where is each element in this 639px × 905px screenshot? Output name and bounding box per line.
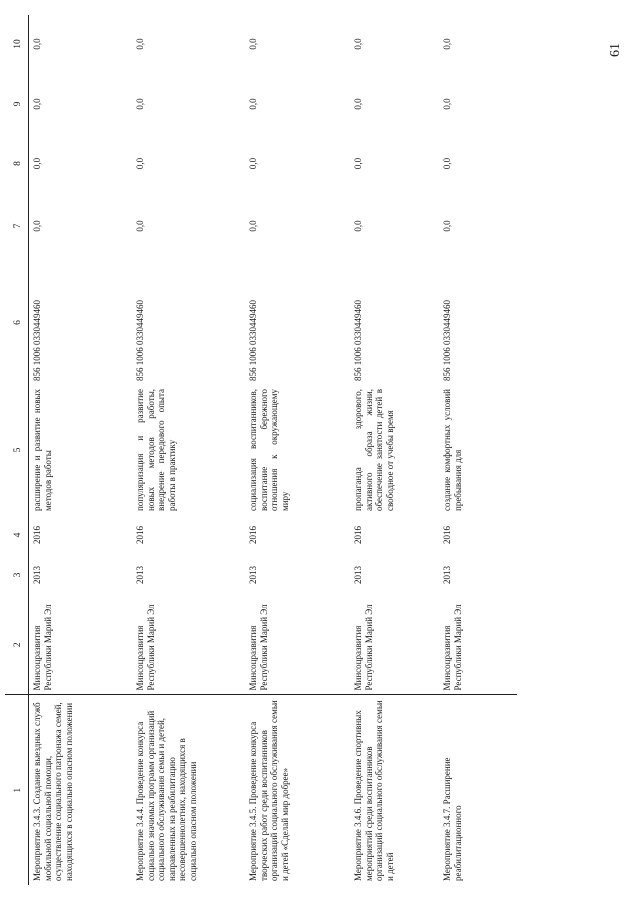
end-year: 2016 — [248, 526, 258, 544]
table-row — [132, 15, 245, 885]
col-header-2: 2 — [12, 642, 23, 648]
measure-name: Мероприятие 3.4.6. Проведение спортивных мероприятий среди воспитанников организаций социального обслуживания семьи и детей — [350, 695, 439, 885]
value-col-10: 0,0 — [442, 38, 452, 50]
expected-result: социализация воспитанников, воспитание бережного отношения к окружающему миру — [248, 389, 290, 511]
executor: Минсоцразвития Республики Марий Эл — [442, 604, 463, 691]
start-year: 2013 — [353, 566, 363, 584]
value-col-7: 0,0 — [442, 220, 452, 232]
expected-result: создание комфортных условий пребывания для — [442, 389, 463, 511]
budget-code: 856 1006 0330449460 — [442, 300, 452, 381]
expected-result: расширение и развитие новых методов работы — [32, 389, 53, 511]
end-year: 2016 — [135, 526, 145, 544]
col-header-9: 9 — [12, 101, 23, 107]
start-year: 2013 — [442, 566, 452, 584]
value-col-9: 0,0 — [353, 98, 363, 110]
value-col-8: 0,0 — [135, 157, 145, 170]
value-col-8: 0,0 — [442, 157, 452, 170]
value-col-9: 0,0 — [32, 98, 42, 110]
value-col-10: 0,0 — [32, 38, 42, 50]
value-col-10: 0,0 — [135, 38, 145, 50]
budget-code: 856 1006 0330449460 — [135, 300, 145, 381]
expected-result: популяризация и развитие новых методов работы, внедрение передового опыта работы в практику — [135, 389, 177, 511]
budget-code: 856 1006 0330449460 — [353, 300, 363, 381]
program-measures-table — [5, 15, 517, 885]
executor: Минсоцразвития Республики Марий Эл — [32, 604, 53, 691]
value-col-10: 0,0 — [353, 38, 363, 50]
value-col-7: 0,0 — [248, 220, 258, 232]
value-col-9: 0,0 — [135, 98, 145, 110]
table-row — [350, 15, 439, 885]
end-year: 2016 — [442, 526, 452, 544]
executor: Минсоцразвития Республики Марий Эл — [353, 604, 374, 691]
measure-name: Мероприятие 3.4.7. Расширение реабилитационного — [439, 695, 517, 885]
value-col-8: 0,0 — [248, 157, 258, 170]
budget-code: 856 1006 0330449460 — [32, 300, 42, 381]
budget-code: 856 1006 0330449460 — [248, 300, 258, 381]
value-col-9: 0,0 — [442, 98, 452, 110]
col-header-8: 8 — [12, 161, 23, 166]
col-header-1: 1 — [5, 695, 29, 885]
start-year: 2013 — [248, 566, 258, 584]
start-year: 2013 — [135, 566, 145, 584]
page-number: 61 — [608, 43, 623, 57]
value-col-7: 0,0 — [135, 220, 145, 232]
table-row — [439, 15, 517, 885]
value-col-7: 0,0 — [32, 220, 42, 232]
col-header-5: 5 — [12, 447, 23, 453]
value-col-7: 0,0 — [353, 220, 363, 232]
end-year: 2016 — [32, 526, 42, 544]
col-header-6: 6 — [12, 320, 23, 325]
table-header-row — [5, 15, 29, 885]
col-header-3: 3 — [12, 572, 23, 578]
end-year: 2016 — [353, 526, 363, 544]
expected-result: пропаганда здорового, активного образа жизни, обеспечение занятости детей в свободное от учебы время — [353, 389, 395, 511]
col-header-7: 7 — [12, 223, 23, 229]
table-row — [245, 15, 350, 885]
executor: Минсоцразвития Республики Марий Эл — [248, 604, 269, 691]
value-col-10: 0,0 — [248, 38, 258, 50]
executor: Минсоцразвития Республики Марий Эл — [135, 604, 156, 691]
start-year: 2013 — [32, 566, 42, 584]
col-header-10: 10 — [12, 39, 23, 49]
measure-name: Мероприятие 3.4.3. Создание выездных служб мобильной социальной помощи, осуществление социального патронажа семей, находящихся в социально опасном положении — [29, 695, 133, 885]
value-col-8: 0,0 — [353, 157, 363, 170]
value-col-8: 0,0 — [32, 157, 42, 170]
measure-name: Мероприятие 3.4.5. Проведение конкурса творческих работ среди воспитанников организаций социального обслуживания семьи и детей «Сделай мир добрее» — [245, 695, 350, 885]
col-header-4: 4 — [12, 532, 23, 538]
measure-name: Мероприятие 3.4.4. Проведение конкурса социально значимых программ организаций социального обслуживания семьи и детей, направленных на реабилитацию несовершеннолетних, находящихся в социально опасном положении — [132, 695, 245, 885]
value-col-9: 0,0 — [248, 98, 258, 110]
table-row — [29, 15, 133, 885]
